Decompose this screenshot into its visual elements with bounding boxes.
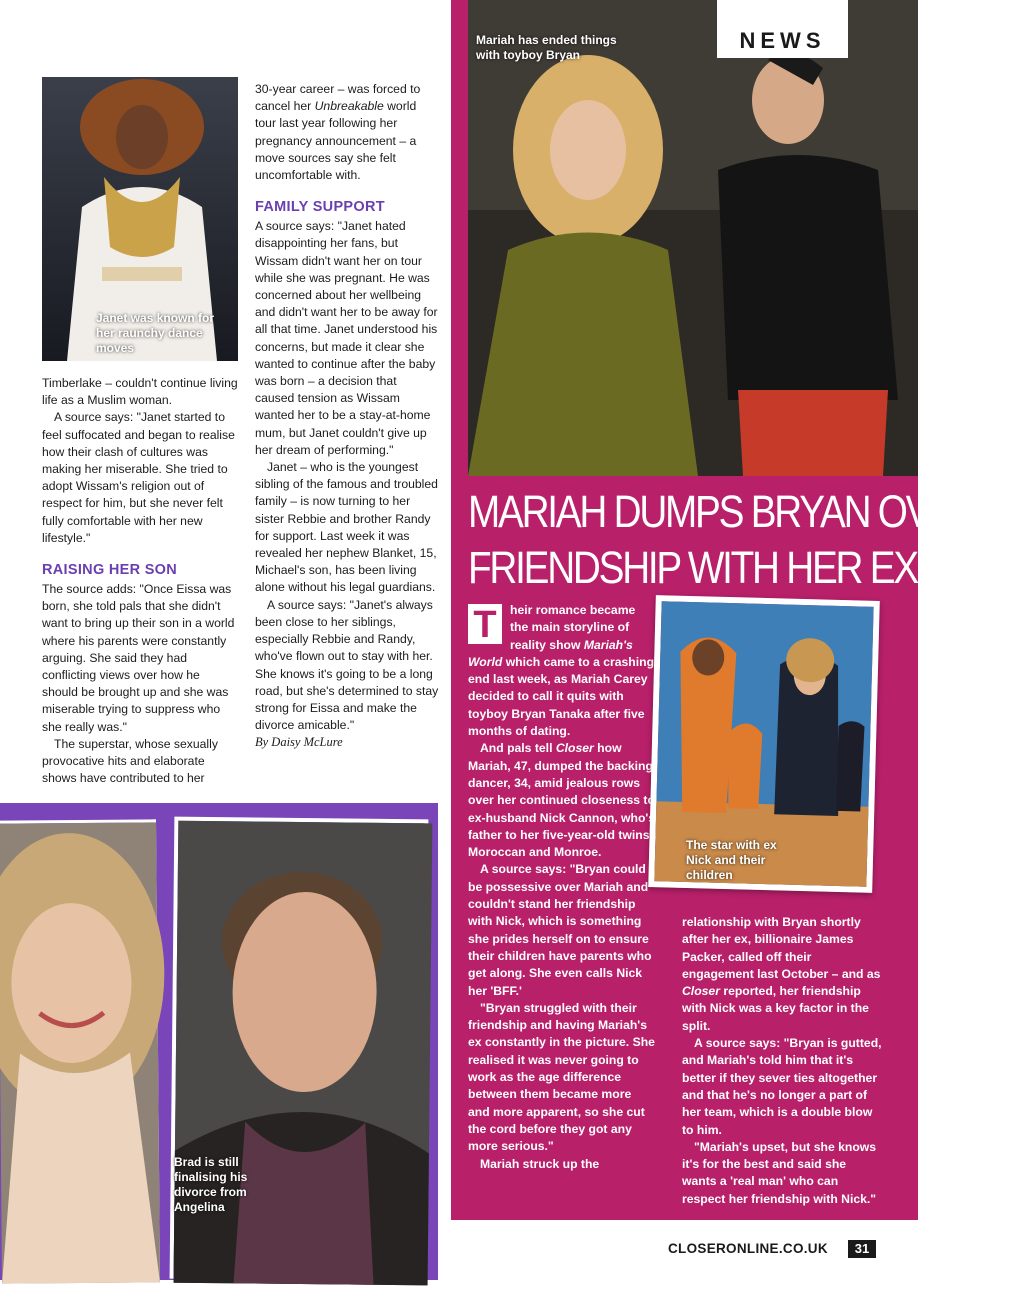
article-paragraph: A source says: "Bryan could be possessive over Mariah and couldn't stand her friendship with Nick, which is something she prides herself on to ensure their children have parents who get along. She even calls Nick her 'BFF.' [468, 862, 652, 998]
article-paragraph: 30-year career – was forced to cancel her Unbreakable world tour last year following her pregnancy announcement – a move sources say she felt uncomfortable with. [255, 82, 421, 183]
mariah-bryan-photo-illustration [468, 0, 918, 476]
mariah-column-1 [468, 602, 656, 1173]
mariah-headline [468, 484, 1009, 596]
dropcap: T [468, 604, 502, 644]
article-paragraph: A source says: "Bryan is gutted, and Mariah's told him that it's better if they sever ties altogether and that he's no longer a part of her team, which is a double blow to him. [682, 1036, 882, 1137]
janet-photo-caption: Janet was known for her raunchy dance moves [96, 311, 215, 355]
sienna-photo-illustration [0, 822, 160, 1283]
article-paragraph: The source adds: "Once Eissa was born, she told pals that she didn't want to bring up their son in a world where his parents were constantly arguing. She said they had conflicting views over how he should be brought up and she was miserable trying to suppress who she really was." [42, 582, 235, 734]
article-paragraph: Janet – who is the youngest sibling of the famous and troubled family – is now turning to her sister Rebbie and brother Randy for support. Last week it was revealed her nephew Blanket, 15, Michael's son, has been living alone without his legal guardians. [255, 460, 438, 595]
news-section-tab: NEWS [717, 0, 848, 58]
janet-column-1 [42, 375, 238, 787]
brad-photo-caption: Brad is still finalising his divorce from Angelina [174, 1155, 248, 1214]
headline-line-2: FRIENDSHIP WITH HER EX NICK [468, 542, 1009, 593]
sienna-photo [0, 819, 160, 1280]
article-paragraph: "Bryan struggled with their friendship and having Mariah's ex constantly in the picture. She realised it was never going to work as the age difference between them became more and more apparent, so she cut the cord before they got any more serious." [468, 1000, 655, 1154]
article-paragraph: A source says: "Janet started to feel suffocated and began to realise how their clash of cultures was making her miserable. She tried to adopt Wissam's religion out of respect for him, but she never felt fully comfortable with her new lifestyle." [42, 410, 235, 545]
byline: By Daisy McLure [255, 735, 343, 750]
article-paragraph: A source says: "Janet hated disappointing her fans, but Wissam didn't want her on tour while she was pregnant. He was concerned about her wellbeing and didn't want her to be away for all that time. Janet understood his concerns, but made it clear she wanted to continue after the baby was born – a decision that caused tension as Wissam wanted her to be a stay-at-home mum, but Janet couldn't give up her dream of performing." [255, 219, 438, 457]
subhead-family-support: FAMILY SUPPORT [255, 199, 385, 216]
article-paragraph: relationship with Bryan shortly after her ex, billionaire James Packer, called off their engagement last October – and as Closer reported, her friendship with Nick was a key factor in the split. [682, 915, 881, 1033]
mariah-top-photo-caption: Mariah has ended things with toyboy Bryan [476, 33, 617, 62]
page-number: 31 [848, 1240, 876, 1258]
article-paragraph: "Mariah's upset, but she knows it's for the best and said she wants a 'real man' who can respect her friendship with Nick." [682, 1139, 877, 1206]
mariah-column-2 [682, 914, 882, 1208]
article-paragraph: A source says: "Janet's always been close to her siblings, especially Rebbie and Randy, who've flown out to stay with her. She knows it's going to be a long road, but she's determined to stay strong for Eissa and make the divorce amicable." [255, 597, 439, 733]
janet-column-2 [255, 81, 439, 752]
brad-photo-illustration [174, 821, 433, 1286]
headline-line-1: MARIAH DUMPS BRYAN OVER [468, 486, 979, 537]
article-paragraph: The superstar, whose sexually provocative hits and elaborate shows have contributed to her [42, 736, 218, 786]
article-paragraph: Timberlake – couldn't continue living life as a Muslim woman. [42, 376, 238, 408]
family-photo-caption: The star with ex Nick and their children [686, 838, 777, 882]
article-paragraph: And pals tell Closer how Mariah, 47, dumped the backing dancer, 34, amid jealous rows over her continued closeness to ex-husband Nick Cannon, who's father to her five-year-old twins, Moroccan and Monroe. [468, 741, 656, 860]
footer-url[interactable]: CLOSERONLINE.CO.UK [668, 1241, 828, 1256]
article-paragraph: T heir romance became the main storyline of reality show Mariah's World which came to a crashing end last week, as Mariah Carey decided to call it quits with toyboy Bryan Tanaka after five months of dating. [468, 603, 655, 739]
subhead-raising-her-son: RAISING HER SON [42, 562, 178, 579]
mariah-bryan-photo [468, 0, 918, 476]
article-paragraph: Mariah struck up the [480, 1156, 600, 1171]
